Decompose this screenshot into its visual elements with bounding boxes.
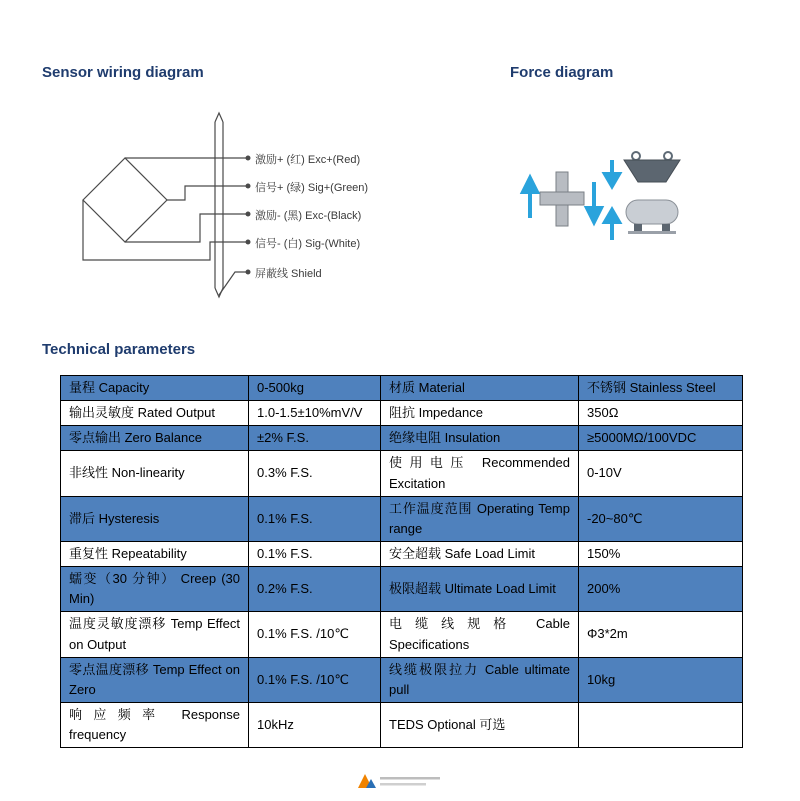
param-cell: ±2% F.S. <box>249 426 381 451</box>
force-diagram-heading: Force diagram <box>510 64 614 81</box>
table-row <box>61 702 743 747</box>
table-row <box>61 657 743 702</box>
param-cell: 极限超载 Ultimate Load Limit <box>381 567 579 612</box>
param-cell: 150% <box>579 541 743 566</box>
force-diagram-icon <box>500 148 710 253</box>
param-cell: 零点温度漂移 Temp Effect on Zero <box>61 657 249 702</box>
param-cell: 0-10V <box>579 451 743 496</box>
param-cell: 0.1% F.S. <box>249 541 381 566</box>
param-cell: 电缆线规格 Cable Specifications <box>381 612 579 657</box>
param-cell: 不锈钢 Stainless Steel <box>579 376 743 401</box>
wire-sig-plus-icon <box>167 186 248 200</box>
param-cell: 0-500kg <box>249 376 381 401</box>
param-cell: -20~80℃ <box>579 496 743 541</box>
hopper-icon <box>624 152 680 182</box>
param-cell: 200% <box>579 567 743 612</box>
param-cell: 1.0-1.5±10%mV/V <box>249 401 381 426</box>
param-cell: 非线性 Non-linearity <box>61 451 249 496</box>
wire-label: 信号- (白) Sig-(White) <box>255 238 361 250</box>
param-cell: 响应频率 Response frequency <box>61 702 249 747</box>
footer-logo <box>352 770 448 796</box>
table-row <box>61 496 743 541</box>
parameters-table <box>60 375 743 748</box>
table-row <box>61 541 743 566</box>
table-row <box>61 401 743 426</box>
table-row <box>61 376 743 401</box>
param-cell: 0.1% F.S. /10℃ <box>249 657 381 702</box>
technical-parameters-heading: Technical parameters <box>42 341 196 358</box>
tank-icon <box>626 200 678 234</box>
param-cell <box>579 702 743 747</box>
param-cell: 0.3% F.S. <box>249 451 381 496</box>
param-cell: 滞后 Hysteresis <box>61 496 249 541</box>
param-cell: 零点输出 Zero Balance <box>61 426 249 451</box>
cable-bottom-tip-icon <box>215 288 223 297</box>
cable-top-tip-icon <box>215 113 223 122</box>
param-cell: ≥5000MΩ/100VDC <box>579 426 743 451</box>
param-cell: 10kg <box>579 657 743 702</box>
param-cell: 0.1% F.S. /10℃ <box>249 612 381 657</box>
param-cell: 材质 Material <box>381 376 579 401</box>
table-row <box>61 612 743 657</box>
table-row <box>61 426 743 451</box>
bridge-diamond-icon <box>83 158 167 242</box>
table-row <box>61 567 743 612</box>
wire-label: 激励+ (红) Exc+(Red) <box>255 154 361 166</box>
wire-label: 信号+ (绿) Sig+(Green) <box>255 182 369 194</box>
param-cell: 使用电压 Recommended Excitation <box>381 451 579 496</box>
wiring-diagram <box>60 110 405 305</box>
wire-exc-minus-icon <box>125 214 248 242</box>
table-row <box>61 451 743 496</box>
wiring-diagram-heading: Sensor wiring diagram <box>42 64 204 81</box>
wire-label: 激励- (黑) Exc-(Black) <box>255 210 362 222</box>
param-cell: 线缆极限拉力 Cable ultimate pull <box>381 657 579 702</box>
param-cell: 10kHz <box>249 702 381 747</box>
param-cell: 绝缘电阻 Insulation <box>381 426 579 451</box>
param-cell: Φ3*2m <box>579 612 743 657</box>
param-cell: 蠕变（30 分钟） Creep (30 Min) <box>61 567 249 612</box>
wire-label: 屏蔽线 Shield <box>255 268 322 280</box>
param-cell: 输出灵敏度 Rated Output <box>61 401 249 426</box>
load-cell-icon <box>540 172 584 226</box>
param-cell: 重复性 Repeatability <box>61 541 249 566</box>
param-cell: 350Ω <box>579 401 743 426</box>
param-cell: 量程 Capacity <box>61 376 249 401</box>
param-cell: 0.2% F.S. <box>249 567 381 612</box>
param-cell: 阻抗 Impedance <box>381 401 579 426</box>
param-cell: 0.1% F.S. <box>249 496 381 541</box>
force-diagram <box>500 148 710 253</box>
param-cell: TEDS Optional 可选 <box>381 702 579 747</box>
param-cell: 温度灵敏度漂移 Temp Effect on Output <box>61 612 249 657</box>
param-cell: 工作温度范围 Operating Temp range <box>381 496 579 541</box>
param-cell: 安全超载 Safe Load Limit <box>381 541 579 566</box>
logo-mark-icon <box>352 770 448 796</box>
